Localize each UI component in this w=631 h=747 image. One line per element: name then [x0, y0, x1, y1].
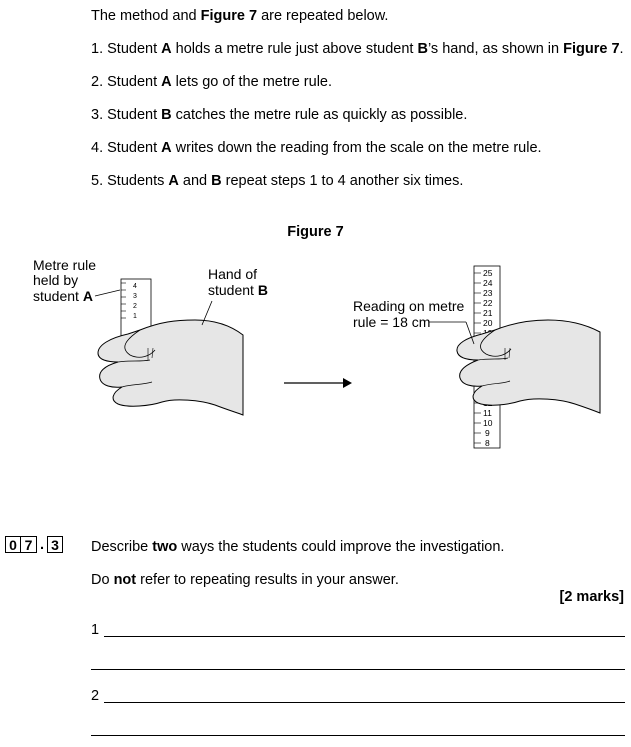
figure-title: Figure 7: [287, 224, 344, 240]
leader-line-metre-rule: [95, 290, 120, 296]
step-text-run: Student: [107, 140, 162, 156]
question-digit-box: 7: [21, 536, 37, 553]
large-rule-tick-22: 22: [483, 298, 493, 308]
step-text-run: writes down the reading from the scale on the metre rule.: [171, 140, 542, 156]
method-step-5: [91, 173, 463, 189]
large-rule-tick-9: 9: [485, 428, 490, 438]
label-hand-line2: student B: [208, 282, 268, 298]
step-text-run: holds a metre rule just above student: [171, 41, 418, 57]
label-metre-rule-line2: held by: [33, 272, 79, 288]
large-rule-tick-11: 11: [483, 408, 492, 418]
label-reading-line2: rule = 18 cm: [353, 314, 431, 330]
step-text-run: Student: [107, 107, 162, 123]
step-number: 3.: [91, 107, 104, 123]
step-text-run: B: [211, 173, 222, 189]
large-rule-tick-20: 20: [483, 318, 493, 328]
step-text-run: A: [161, 41, 172, 57]
step-number: 4.: [91, 140, 104, 156]
small-rule-tick-3: 3: [133, 293, 137, 300]
answer-line-1[interactable]: [104, 636, 625, 637]
step-text-run: B: [161, 107, 172, 123]
large-rule-tick-24: 24: [483, 278, 493, 288]
intro-text: The method and Figure 7 are repeated below.: [91, 8, 389, 24]
label-hand-line1: Hand of: [208, 266, 258, 282]
step-text-run: lets go of the metre rule.: [171, 74, 333, 90]
step-text-run: Student: [107, 41, 162, 57]
step-text-run: A: [161, 74, 172, 90]
marks-label: [2 marks]: [559, 589, 624, 605]
step-text-run: Student: [107, 74, 162, 90]
answer-line-2b[interactable]: [91, 735, 625, 736]
step-text-run: ’s hand, as shown in: [427, 41, 564, 57]
large-rule-tick-25: 25: [483, 268, 493, 278]
large-rule-tick-8: 8: [485, 438, 490, 448]
step-text-run: Students: [107, 173, 169, 189]
label-metre-rule-line1: Metre rule: [33, 257, 97, 273]
large-rule-tick-23: 23: [483, 288, 493, 298]
step-number: 1.: [91, 41, 104, 57]
question-instruction: Do not refer to repeating results in your answer.: [91, 572, 399, 588]
small-rule-tick-1: 1: [133, 313, 137, 320]
step-text-run: and: [178, 173, 212, 189]
method-step-1: [91, 41, 624, 57]
method-step-2: [91, 74, 332, 90]
small-rule-tick-4: 4: [133, 283, 137, 290]
question-digit-box: 0: [5, 536, 21, 553]
step-text-run: A: [161, 140, 172, 156]
method-step-3: [91, 107, 467, 123]
arrow-head: [343, 378, 352, 388]
large-rule-tick-21: 21: [483, 308, 493, 318]
answer-number-2: 2: [91, 688, 100, 704]
step-text-run: B: [417, 41, 428, 57]
step-number: 5.: [91, 173, 104, 189]
answer-line-2[interactable]: [104, 702, 625, 703]
step-number: 2.: [91, 74, 104, 90]
answer-number-1: 1: [91, 622, 100, 638]
hand-left: [98, 320, 243, 415]
question-text: Describe two ways the students could improve the investigation.: [91, 539, 505, 555]
step-text-run: .: [619, 41, 624, 57]
small-rule-tick-2: 2: [133, 303, 137, 310]
answer-line-1b[interactable]: [91, 669, 625, 670]
step-text-run: A: [168, 173, 179, 189]
label-metre-rule-line3: student A: [33, 288, 93, 304]
large-rule-tick-10: 10: [483, 418, 493, 428]
step-text-run: catches the metre rule as quickly as possible.: [171, 107, 468, 123]
question-number: [5, 536, 63, 553]
step-text-run: Figure 7: [563, 41, 620, 57]
step-text-run: repeat steps 1 to 4 another six times.: [221, 173, 464, 189]
method-step-4: [91, 140, 542, 156]
question-number-dot: .: [40, 536, 45, 553]
question-digit-box: 3: [47, 536, 63, 553]
figure-7-diagram: [0, 250, 631, 465]
label-reading-line1: Reading on metre: [353, 298, 465, 314]
